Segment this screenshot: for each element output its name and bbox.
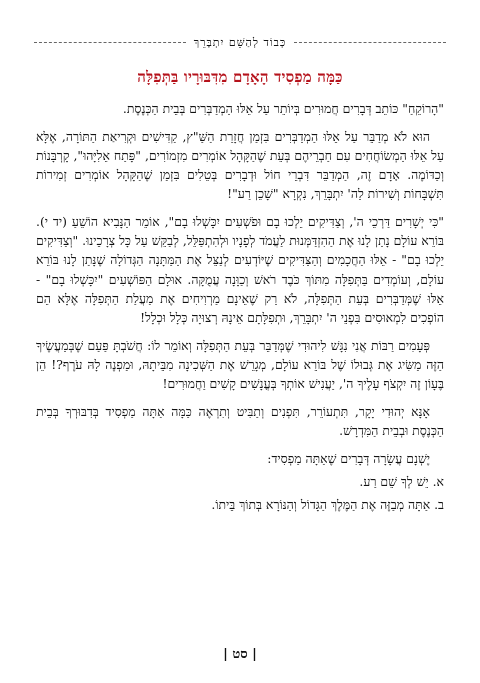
list-intro: יֶשְׁנָם עֲשָׂרָה דְּבָרִים שֶׁאַתָּה מַפְסִיד:: [267, 450, 430, 466]
running-header: [34, 34, 446, 50]
body-text: [36, 99, 444, 518]
section-title: כַּמָּה מַפְסִיד הָאָדָם מִדִּבּוּרָיו בַּתְּפִלָּה: [137, 68, 343, 86]
header-text: כְּבוֹד לְהַשֵּׁם יִתְבָּרֵךְ: [193, 35, 287, 49]
page-number: | סט |: [223, 647, 257, 662]
paragraph-5: אָנָּא יְהוּדִי יָקָר, תִּתְעוֹרֵר, תִּפְנִים וְתַבִּיט וְתִרְאֶה כַּמָּה אַתָּה מַפְסִיד בְּדִבּוּרְךָ בְּבֵית הַכְּנֶסֶת וּבְבֵית הַמִּדְרָשׁ.: [36, 403, 444, 439]
header-rule-left: [294, 42, 446, 43]
header-rule-right: [34, 42, 186, 43]
paragraph-1: "הָרוֹקֵחַ" כּוֹתֵב דְּבָרִים חֲמוּרִים בְּיוֹתֵר עַל אֵלּוּ הַמְדַבְּרִים בְּבֵית הַכְּנֶסֶת.: [122, 101, 444, 116]
list-item: א. יֵשׁ לְךָ שֵׁם רַע.: [359, 473, 444, 489]
paragraph-4: פְּעָמִים רַבּוֹת אֲנִי נִגָּשׁ לִיהוּדִי שֶׁמְּדַבֵּר בְּעֵת הַתְּפִלָּה וְאוֹמֵר לוֹ: חֲשֹׁבְתָּ פַּעַם שֶׁבְּמַעֲשֶׂיךָ הַזֶּה מַשִּׂיג אֶת גְּבוּלוֹ שֶׁל בּוֹרֵא עוֹלָם, מְגָרֵשׁ אֶת הַשְּׁכִינָה מִבֵּיתָהּ, וּמַפְנֶה לָהּ עֹרֶף?! הֵן בֶּעָוֹן זֶה יִקְצֹף עָלֶיךָ ה', יַעֲנִישׁ אוֹתְךָ בְּעֳנָשִׁים קָשִׁים וַחֲמוּרִים!: [36, 337, 444, 392]
paragraph-3: "כִּי יְשָׁרִים דַּרְכֵי ה', וְצַדִּיקִים יֵלְכוּ בָם וּפֹשְׁעִים יִכָּשְׁלוּ בָם", אוֹמֵר הַנָּבִיא הוֹשֵׁעַ (יד י). בּוֹרֵא עוֹלָם נָתַן לָנוּ אֶת הַהִזְדַּמְּנוּת לַעֲמֹד לְפָנָיו וּלְהִתְפַּלֵּל, לְבַקֵּשׁ עַל כָּל צְרָכֵינוּ. "וְצַדִּיקִים יֵלְכוּ בָם" - אֵלּוּ הַחֲכָמִים וְהַצַּדִּיקִים שֶׁיּוֹדְעִים לְנַצֵּל אֶת הַמַּתָּנָה הַגְּדוֹלָה שֶׁנָּתַן לָנוּ בּוֹרֵא עוֹלָם, וְעוֹמְדִים בַּתְּפִלָּה מִתּוֹךְ כֹּבֶד רֹאשׁ וְכַוָּנָה עֲמֻקָּה. אוּלָם הַפּוֹשְׁעִים "יִכָּשְׁלוּ בָם" - אֵלּוּ שֶׁמְּדַבְּרִים בְּעֵת הַתְּפִלָּה, לֹא רַק שֶׁאֵינָם מַרְוִיחִים אֶת מַעֲלַת הַתְּפִלָּה אֶלָּא הֵם הוֹפְכִים לִמְאוּסִים בִּפְנֵי ה' יִתְבָּרֵךְ, וּתְפִלָּתָם אֵינָהּ רְצוּיָה כְּלָל וּכְלָל!: [36, 214, 444, 326]
paragraph-2: הוּא לֹא מְדַבֵּר עַל אֵלּוּ הַמְדַבְּרִים בִּזְמַן חֲזָרַת הַשַּׁ"ץ, קַדִּישִׁים וּקְרִיאַת הַתּוֹרָה, אֶלָּא עַל אֵלּוּ הַמְשׂוֹחֲחִים עִם חַבְרֵיהֶם בְּעֵת שֶׁהַקָּהָל אוֹמְרִים מִזְמוֹרִים, "פָּתַח אֵלִיָּהוּ", קָרְבָּנוֹת וְכַדּוֹמֶה. אָדָם זֶה, הַמְדַבֵּר דִּבְרֵי חוֹל וּדְבָרִים בְּטֵלִים בִּזְמַן שֶׁהַקָּהָל אוֹמְרִים זְמִירוֹת תִּשְׁבָּחוֹת וְשִׁירוֹת לַה' יִתְבָּרֵךְ, נִקְרָא "שָׁכֵן רַע"!: [36, 128, 444, 202]
list-item: ב. אַתָּה מְבַזֶּה אֶת הַמֶּלֶךְ הַגָּדוֹל וְהַנּוֹרָא בְּתוֹךְ בֵּיתוֹ.: [211, 497, 444, 513]
